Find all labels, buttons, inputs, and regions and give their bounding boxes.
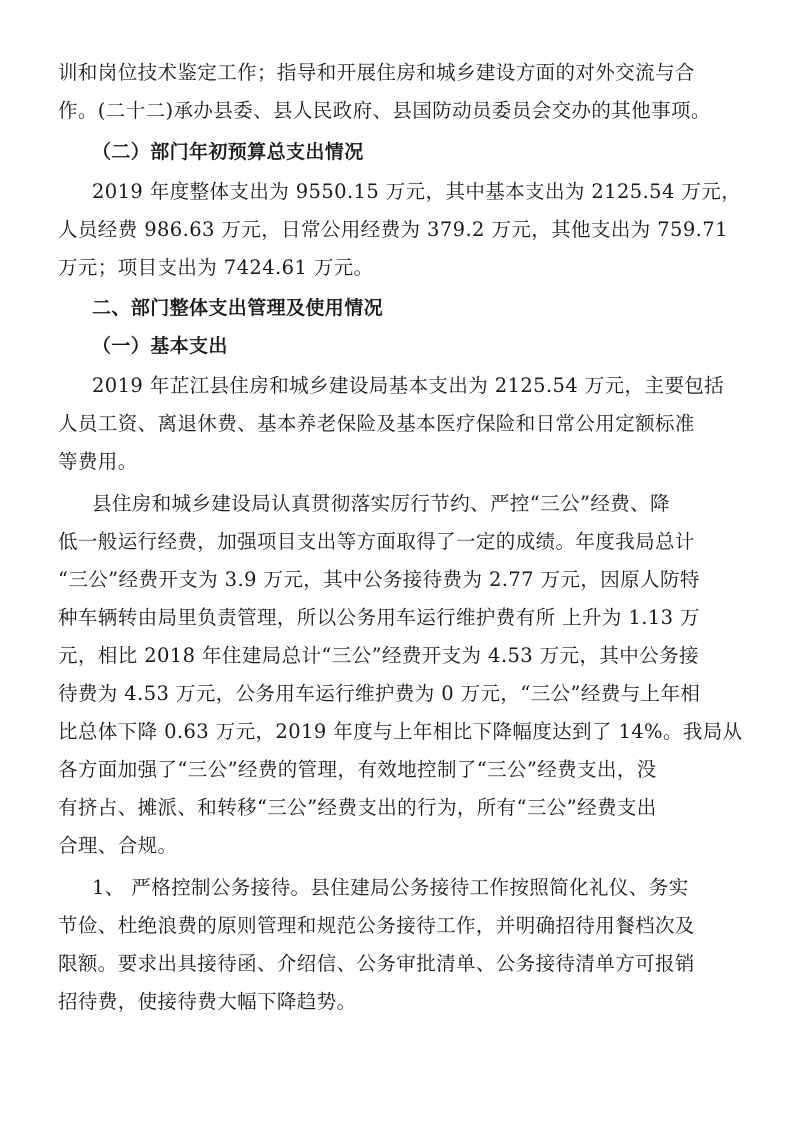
paragraph-line: 比总体下降 0.63 万元，2019 年度与上年相比下降幅度达到了 14%。我局从: [58, 720, 743, 743]
paragraph-line: 人员工资、离退休费、基本养老保险及基本医疗保险和日常公用定额标准: [58, 412, 695, 435]
paragraph-line: 县住房和城乡建设局认真贯彻落实厉行节约、严控“三公”经费、降: [92, 492, 670, 515]
paragraph-line: 招待费，使接待费大幅下降趋势。: [58, 990, 357, 1013]
paragraph-line: 有挤占、摊派、和转移“三公”经费支出的行为，所有“三公”经费支出: [58, 796, 657, 819]
paragraph-line: “三公”经费开支为 3.9 万元，其中公务接待费为 2.77 万元，因原人防特: [58, 568, 700, 591]
paragraph-line: 2019 年芷江县住房和城乡建设局基本支出为 2125.54 万元，主要包括: [92, 374, 725, 397]
paragraph-line: 限额。要求出具接待函、介绍信、公务审批清单、公务接待清单方可报销: [58, 952, 695, 975]
paragraph-line: 各方面加强了“三公”经费的管理，有效地控制了“三公”经费支出，没: [58, 758, 657, 781]
section-heading: （二）部门年初预算总支出情况: [92, 141, 364, 163]
paragraph-line: 训和岗位技术鉴定工作；指导和开展住房和城乡建设方面的对外交流与合: [58, 61, 695, 84]
paragraph-line: 节俭、杜绝浪费的原则管理和规范公务接待工作，并明确招待用餐档次及: [58, 914, 695, 937]
paragraph-line: 2019 年度整体支出为 9550.15 万元，其中基本支出为 2125.54 万元，: [92, 180, 742, 203]
paragraph-line: 等费用。: [58, 450, 138, 473]
paragraph-line: 1、 严格控制公务接待。县住建局公务接待工作按照简化礼仪、务实: [92, 876, 689, 899]
paragraph-line: 合理、合规。: [58, 834, 178, 857]
paragraph-line: 种车辆转由局里负责管理，所以公务用车运行维护费有所 上升为 1.13 万: [58, 606, 700, 629]
paragraph-line: 作。(二十二)承办县委、县人民政府、县国防动员委员会交办的其他事项。: [58, 99, 711, 122]
paragraph-line: 人员经费 986.63 万元，日常公用经费为 379.2 万元，其他支出为 759.71: [58, 218, 728, 241]
paragraph-line: 万元；项目支出为 7424.61 万元。: [58, 256, 374, 279]
section-heading: （一）基本支出: [92, 335, 228, 357]
paragraph-line: 元，相比 2018 年住建局总计“三公”经费开支为 4.53 万元，其中公务接: [58, 644, 699, 667]
paragraph-line: 待费为 4.53 万元，公务用车运行维护费为 0 万元，“三公”经费与上年相: [58, 682, 701, 705]
paragraph-line: 低一般运行经费，加强项目支出等方面取得了一定的成绩。年度我局总计: [58, 530, 695, 553]
section-heading: 二、部门整体支出管理及使用情况: [92, 297, 384, 319]
